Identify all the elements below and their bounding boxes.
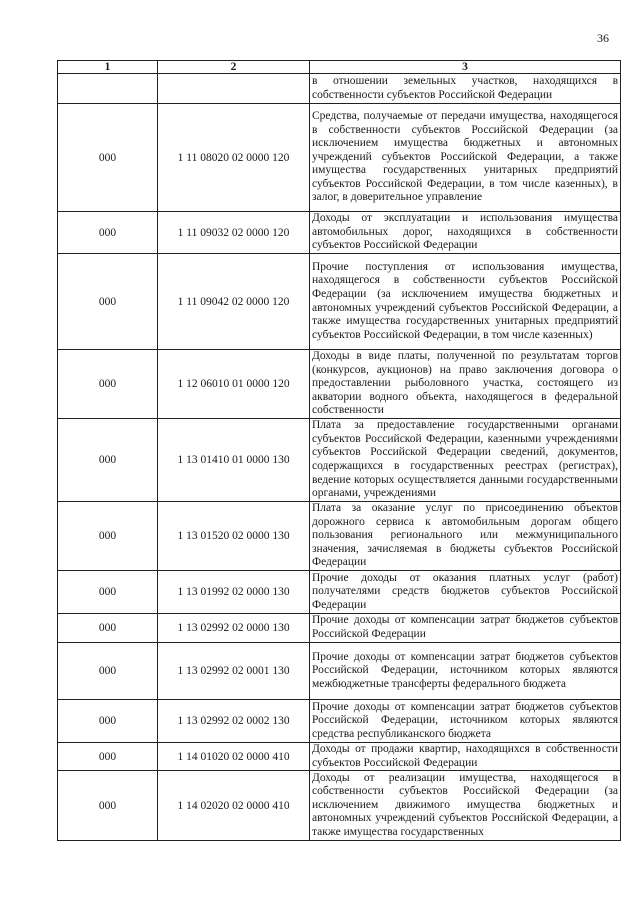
revenue-description-cell: в отношении земельных участков, находящихся в собственности субъектов Российской Федерации [310, 74, 621, 104]
header-col-1: 1 [58, 61, 158, 74]
admin-code-cell: 000 [58, 254, 158, 350]
revenue-code-cell: 1 13 02992 02 0002 130 [158, 699, 310, 742]
header-col-2: 2 [158, 61, 310, 74]
revenue-description-cell: Плата за оказание услуг по присоединению объектов дорожного сервиса к автомобильным дорогам общего пользования регионального или межмуниципального значения, зачисляемая в бюджеты субъектов Российской Федерации [310, 502, 621, 571]
revenue-description-cell: Доходы в виде платы, полученной по результатам торгов (конкурсов, аукционов) на право заключения договора о предоставлении рыболовного участка, состоящего из акватории водного объекта, находящегося в федеральной собственности [310, 350, 621, 419]
revenue-code-cell: 1 14 02020 02 0000 410 [158, 771, 310, 841]
page-number: 36 [597, 31, 609, 45]
revenue-description-cell: Доходы от продажи квартир, находящихся в собственности субъектов Российской Федерации [310, 742, 621, 770]
table-row [58, 771, 621, 841]
table-row [58, 212, 621, 254]
revenue-description-cell: Прочие доходы от компенсации затрат бюджетов субъектов Российской Федерации, источником которых являются межбюджетные трансферты федерального бюджета [310, 642, 621, 699]
admin-code-cell: 000 [58, 613, 158, 642]
table-row [58, 570, 621, 613]
admin-code-cell: 000 [58, 642, 158, 699]
admin-code-cell: 000 [58, 771, 158, 841]
admin-code-cell: 000 [58, 699, 158, 742]
table-row [58, 74, 621, 104]
header-row [58, 61, 621, 74]
revenue-description-cell: Доходы от эксплуатации и использования имущества автомобильных дорог, находящихся в собственности субъектов Российской Федерации [310, 212, 621, 254]
revenue-code-cell: 1 12 06010 01 0000 120 [158, 350, 310, 419]
revenue-code-cell [158, 74, 310, 104]
revenue-code-cell: 1 13 02992 02 0001 130 [158, 642, 310, 699]
revenue-code-cell: 1 13 01410 01 0000 130 [158, 419, 310, 502]
admin-code-cell: 000 [58, 212, 158, 254]
admin-code-cell: 000 [58, 742, 158, 770]
revenue-code-cell: 1 13 02992 02 0000 130 [158, 613, 310, 642]
revenue-code-cell: 1 13 01520 02 0000 130 [158, 502, 310, 571]
revenue-code-cell: 1 13 01992 02 0000 130 [158, 570, 310, 613]
revenue-description-cell: Средства, получаемые от передачи имущества, находящегося в собственности субъектов Российской Федерации (за исключением имущества бюджетных и автономных учреждений субъектов Российской Федерации, а также имущества государственных унитарных предприятий субъектов Российской Федерации, в том числе казенных), в залог, в доверительное управление [310, 104, 621, 212]
revenue-code-cell: 1 11 09032 02 0000 120 [158, 212, 310, 254]
revenue-code-cell: 1 11 09042 02 0000 120 [158, 254, 310, 350]
header-col-3: 3 [310, 61, 621, 74]
table-row [58, 613, 621, 642]
admin-code-cell: 000 [58, 419, 158, 502]
table-row [58, 104, 621, 212]
admin-code-cell: 000 [58, 570, 158, 613]
revenue-description-cell: Прочие доходы от компенсации затрат бюджетов субъектов Российской Федерации [310, 613, 621, 642]
table-row [58, 254, 621, 350]
revenue-description-cell: Прочие доходы от оказания платных услуг (работ) получателями средств бюджетов субъектов Российской Федерации [310, 570, 621, 613]
admin-code-cell: 000 [58, 350, 158, 419]
revenue-code-cell: 1 14 01020 02 0000 410 [158, 742, 310, 770]
revenue-description-cell: Доходы от реализации имущества, находящегося в собственности субъектов Российской Федерации (за исключением движимого имущества бюджетных и автономных учреждений субъектов Российской Федерации, а также имущества государственных [310, 771, 621, 841]
table-row [58, 419, 621, 502]
table-row [58, 642, 621, 699]
revenue-description-cell: Плата за предоставление государственными органами субъектов Российской Федерации, казенными учреждениями субъектов Российской Федерации сведений, документов, содержащихся в государственных реестрах (регистрах), ведение которых осуществляется данными государственными органами, учреждениями [310, 419, 621, 502]
revenue-codes-table [57, 60, 621, 841]
table-row [58, 502, 621, 571]
revenue-code-cell: 1 11 08020 02 0000 120 [158, 104, 310, 212]
table-row [58, 350, 621, 419]
table-row [58, 699, 621, 742]
revenue-description-cell: Прочие поступления от использования имущества, находящегося в собственности субъектов Российской Федерации (за исключением имущества бюджетных и автономных учреждений субъектов Российской Федерации, а также имущества государственных унитарных предприятий субъектов Российской Федерации, в том числе казенных) [310, 254, 621, 350]
admin-code-cell: 000 [58, 502, 158, 571]
admin-code-cell: 000 [58, 104, 158, 212]
revenue-description-cell: Прочие доходы от компенсации затрат бюджетов субъектов Российской Федерации, источником которых являются средства республиканского бюджета [310, 699, 621, 742]
table-row [58, 742, 621, 770]
admin-code-cell [58, 74, 158, 104]
